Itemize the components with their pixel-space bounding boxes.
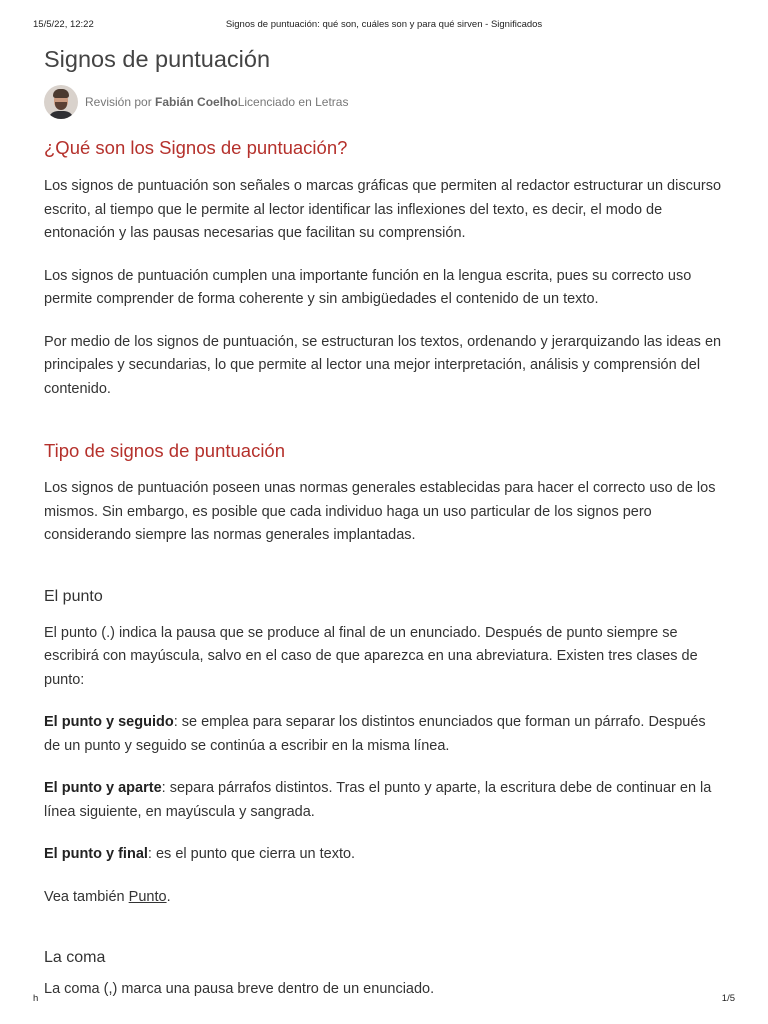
author-name-link[interactable]: Fabián Coelho	[155, 95, 238, 109]
paragraph: La coma (,) marca una pausa breve dentro de un enunciado.	[44, 981, 435, 997]
see-also-suffix: .	[166, 888, 171, 905]
desc-punto-seguido: : se emplea para separar los distintos enunciados que forman un párrafo. Después de un punto y seguido se continúa a escribir en la misma línea.	[44, 714, 706, 754]
author-prefix: Revisión por	[85, 95, 156, 109]
term-punto-aparte: El punto y aparte	[44, 780, 162, 796]
heading-que-son: ¿Qué son los Signos de puntuación?	[44, 137, 348, 158]
paragraph: El punto (.) indica la pausa que se produce al final de un enunciado. Después de punto siempre se escribirá con mayúscula, salvo en el caso de que aparezca en una abreviatura. Existen tres clases de punto:	[44, 624, 698, 688]
paragraph: Por medio de los signos de puntuación, se estructuran los textos, ordenando y jerarquizando las ideas en principales y secundarias, lo que permite al lector una mejor interpretación, análisis y comprensión del contenido.	[44, 333, 722, 397]
author-credential: Licenciado en Letras	[237, 95, 349, 109]
desc-punto-final: : es el punto que cierra un texto.	[147, 846, 356, 862]
term-punto-final: El punto y final	[44, 846, 148, 862]
heading-tipos: Tipo de signos de puntuación	[44, 440, 286, 461]
term-punto-seguido: El punto y seguido	[44, 714, 174, 730]
print-header	[0, 19, 768, 33]
print-page-title: Signos de puntuación: qué son, cuáles son y para qué sirven - Significados	[225, 19, 543, 30]
paragraph-punto-aparte	[44, 777, 724, 824]
paragraph: Los signos de puntuación poseen unas normas generales establecidas para hacer el correcto uso de los mismos. Sin embargo, es posible que cada individuo haga un uso particular de los signos pero considerando siempre las normas generales implantadas.	[44, 480, 716, 543]
page-number: 1/5	[721, 993, 735, 1004]
desc-punto-aparte: : separa párrafos distintos. Tras el punto y aparte, la escritura debe de continuar en la línea siguiente, en mayúscula y sangrada.	[44, 780, 712, 820]
article	[44, 43, 724, 1002]
heading-la-coma: La coma	[44, 949, 106, 966]
paragraph: Los signos de puntuación son señales o marcas gráficas que permiten al redactor estructurar un discurso escrito, al tiempo que le permite al lector identificar las inflexiones del texto, es decir, el modo de entonación y las pausas necesarias que facilitan su comprensión.	[44, 178, 722, 241]
see-also-link-punto[interactable]: Punto	[128, 888, 167, 905]
print-footer	[0, 993, 768, 1007]
see-also-prefix: Vea también	[44, 888, 129, 905]
author-avatar	[44, 85, 78, 119]
page-title: Signos de puntuación	[44, 46, 271, 72]
see-also	[44, 886, 724, 910]
paragraph-punto-final	[44, 843, 724, 867]
print-datetime: 15/5/22, 12:22	[33, 19, 94, 30]
author-byline	[44, 85, 724, 119]
paragraph-punto-seguido	[44, 711, 724, 758]
print-footer-url: h	[33, 993, 39, 1004]
paragraph: Los signos de puntuación cumplen una importante función en la lengua escrita, pues su correcto uso permite comprender de forma coherente y sin ambigüedades el contenido de un texto.	[44, 267, 692, 307]
author-text	[85, 95, 348, 109]
heading-el-punto: El punto	[44, 587, 103, 605]
